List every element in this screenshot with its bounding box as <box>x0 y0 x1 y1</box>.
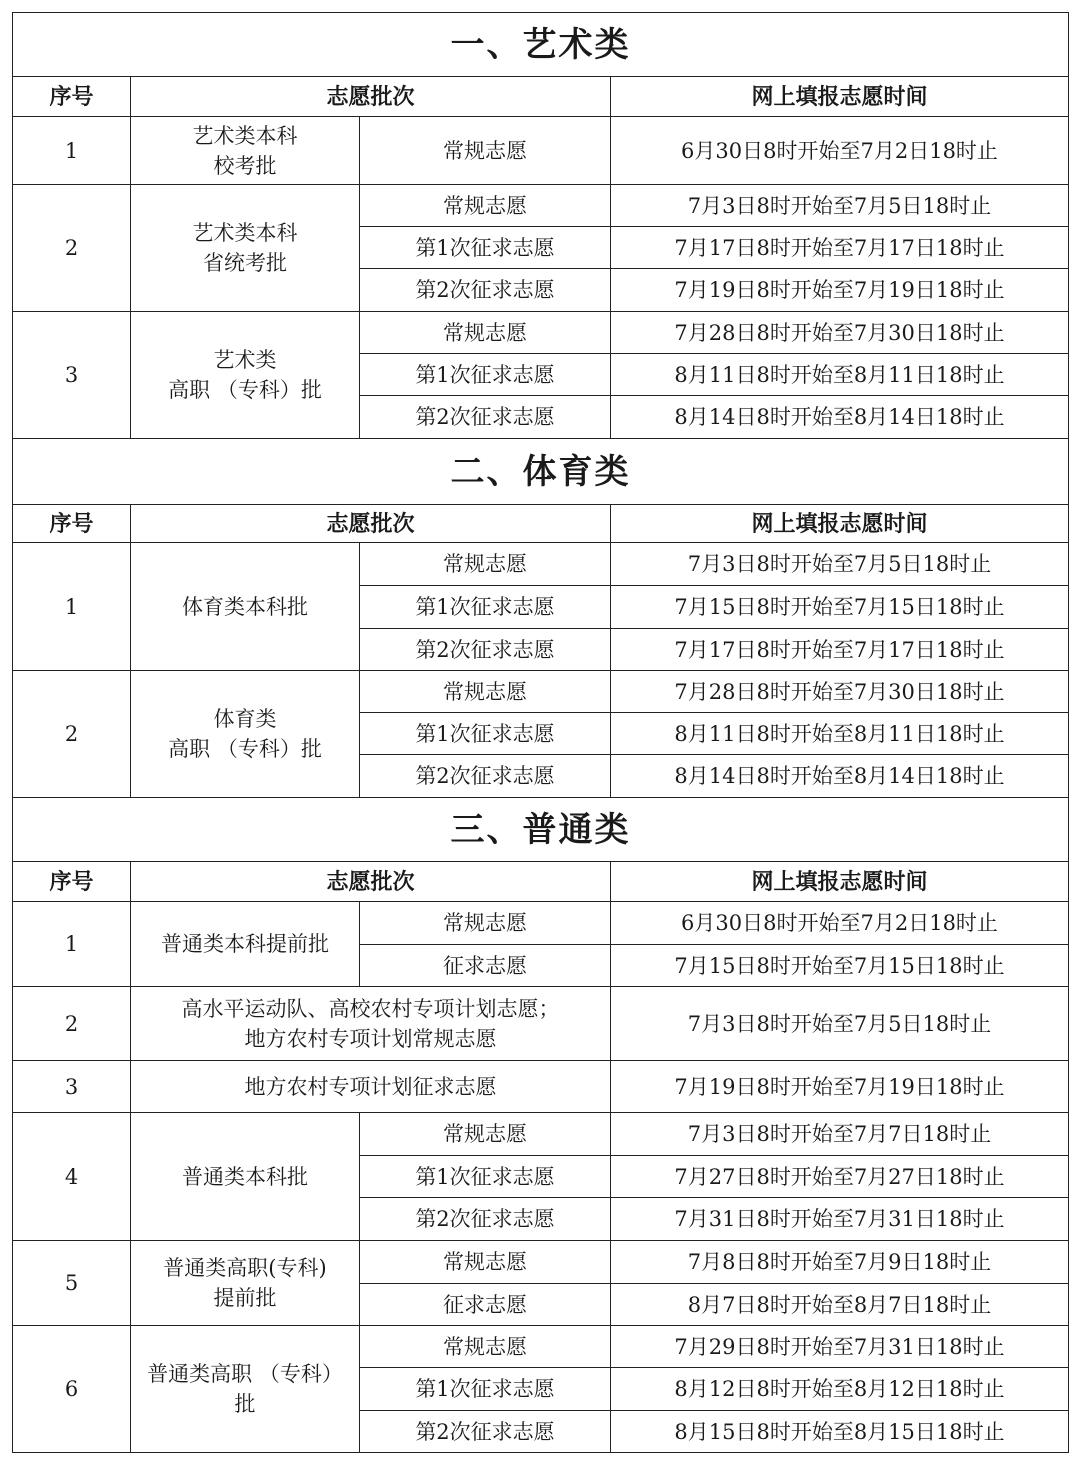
fill-time: 8月14日8时开始至8月14日18时止 <box>611 755 1069 798</box>
table-row <box>13 1241 1069 1284</box>
fill-time: 7月19日8时开始至7月19日18时止 <box>611 269 1069 312</box>
header-seq: 序号 <box>13 77 131 117</box>
row-number: 1 <box>13 543 131 671</box>
row-number: 1 <box>13 902 131 987</box>
batch-name-line: 高职 （专科）批 <box>168 737 322 761</box>
batch-name-line: 艺术类本科 <box>192 123 298 148</box>
batch-name <box>131 117 360 185</box>
fill-time: 8月11日8时开始至8月11日18时止 <box>611 354 1069 396</box>
header-time: 网上填报志愿时间 <box>611 862 1069 902</box>
fill-time: 7月15日8时开始至7月15日18时止 <box>611 945 1069 987</box>
fill-time: 6月30日8时开始至7月2日18时止 <box>611 902 1069 945</box>
row-number: 2 <box>13 987 131 1061</box>
row-number: 2 <box>13 671 131 798</box>
batch-name <box>131 671 360 798</box>
fill-time: 7月31日8时开始至7月31日18时止 <box>611 1198 1069 1241</box>
batch-name-line: 艺术类 <box>213 348 277 372</box>
row-number: 3 <box>13 312 131 439</box>
volunteer-type: 第2次征求志愿 <box>360 1198 611 1241</box>
row-number: 3 <box>13 1061 131 1113</box>
fill-time: 7月3日8时开始至7月5日18时止 <box>611 987 1069 1061</box>
volunteer-type: 第2次征求志愿 <box>360 629 611 671</box>
fill-time: 8月11日8时开始至8月11日18时止 <box>611 713 1069 755</box>
section-title: 三、普通类 <box>13 798 1069 862</box>
batch-name-line: 省统考批 <box>203 251 287 275</box>
volunteer-type: 第1次征求志愿 <box>360 1368 611 1411</box>
fill-time: 7月3日8时开始至7月5日18时止 <box>611 543 1069 586</box>
header-seq: 序号 <box>13 505 131 543</box>
table-row <box>13 1061 1069 1113</box>
batch-name <box>131 312 360 439</box>
volunteer-type: 第1次征求志愿 <box>360 227 611 269</box>
batch-name <box>131 185 360 312</box>
row-number: 5 <box>13 1241 131 1326</box>
table-row <box>13 1326 1069 1368</box>
row-number: 1 <box>13 117 131 185</box>
header-batch: 志愿批次 <box>131 862 611 902</box>
fill-time: 7月3日8时开始至7月7日18时止 <box>611 1113 1069 1156</box>
volunteer-type: 第1次征求志愿 <box>360 1156 611 1198</box>
fill-time: 8月7日8时开始至8月7日18时止 <box>611 1284 1069 1326</box>
section-title-row <box>13 13 1069 77</box>
batch-name <box>131 902 360 987</box>
fill-time: 7月28日8时开始至7月30日18时止 <box>611 671 1069 713</box>
batch-name-line: 体育类本科批 <box>182 594 308 619</box>
batch-name-line: 地方农村专项计划征求志愿 <box>244 1074 497 1099</box>
volunteer-type: 第2次征求志愿 <box>360 269 611 312</box>
fill-time: 8月12日8时开始至8月12日18时止 <box>611 1368 1069 1411</box>
volunteer-type: 第1次征求志愿 <box>360 713 611 755</box>
header-row <box>13 505 1069 543</box>
batch-name-line: 批 <box>234 1392 256 1416</box>
table-row <box>13 671 1069 713</box>
batch-name-line: 体育类 <box>213 707 277 731</box>
batch-name-line: 艺术类本科 <box>192 221 298 245</box>
table-row <box>13 543 1069 586</box>
table-row <box>13 185 1069 227</box>
fill-time: 6月30日8时开始至7月2日18时止 <box>611 117 1069 185</box>
batch-name-line: 高水平运动队、高校农村专项计划志愿； <box>181 996 560 1021</box>
batch-name <box>131 1326 360 1453</box>
fill-time: 7月27日8时开始至7月27日18时止 <box>611 1156 1069 1198</box>
volunteer-schedule-document <box>12 12 1068 1453</box>
fill-time: 8月15日8时开始至8月15日18时止 <box>611 1411 1069 1453</box>
batch-name-line: 普通类高职(专科) <box>163 1256 327 1280</box>
fill-time: 7月19日8时开始至7月19日18时止 <box>611 1061 1069 1113</box>
volunteer-type: 常规志愿 <box>360 1241 611 1284</box>
fill-time: 7月17日8时开始至7月17日18时止 <box>611 629 1069 671</box>
header-time: 网上填报志愿时间 <box>611 505 1069 543</box>
section-title-row <box>13 798 1069 862</box>
batch-name <box>131 1241 360 1326</box>
fill-time: 7月3日8时开始至7月5日18时止 <box>611 185 1069 227</box>
fill-time: 7月8日8时开始至7月9日18时止 <box>611 1241 1069 1284</box>
fill-time: 7月28日8时开始至7月30日18时止 <box>611 312 1069 354</box>
volunteer-type: 第2次征求志愿 <box>360 1411 611 1453</box>
fill-time: 7月17日8时开始至7月17日18时止 <box>611 227 1069 269</box>
volunteer-type: 常规志愿 <box>360 185 611 227</box>
table-row <box>13 312 1069 354</box>
section-title: 一、艺术类 <box>13 13 1069 77</box>
row-number: 2 <box>13 185 131 312</box>
batch-name-line: 高职 （专科）批 <box>168 378 322 402</box>
section-title: 二、体育类 <box>13 439 1069 505</box>
batch-name <box>131 987 611 1061</box>
batch-name-line: 提前批 <box>213 1286 277 1310</box>
row-number: 4 <box>13 1113 131 1241</box>
volunteer-type: 常规志愿 <box>360 1326 611 1368</box>
fill-time: 8月14日8时开始至8月14日18时止 <box>611 396 1069 439</box>
fill-time: 7月29日8时开始至7月31日18时止 <box>611 1326 1069 1368</box>
batch-name-line: 普通类本科提前批 <box>161 932 329 956</box>
batch-name <box>131 1113 360 1241</box>
section-title-row <box>13 439 1069 505</box>
volunteer-type: 征求志愿 <box>360 945 611 987</box>
table-row <box>13 1113 1069 1156</box>
row-number: 6 <box>13 1326 131 1453</box>
header-row <box>13 77 1069 117</box>
volunteer-type: 常规志愿 <box>360 543 611 586</box>
volunteer-type: 第1次征求志愿 <box>360 586 611 629</box>
schedule-table <box>12 12 1069 1453</box>
batch-name-line: 校考批 <box>213 153 277 178</box>
fill-time: 7月15日8时开始至7月15日18时止 <box>611 586 1069 629</box>
volunteer-type: 征求志愿 <box>360 1284 611 1326</box>
table-row <box>13 902 1069 945</box>
volunteer-type: 常规志愿 <box>360 671 611 713</box>
batch-name-line: 普通类本科批 <box>182 1164 308 1189</box>
volunteer-type: 第2次征求志愿 <box>360 396 611 439</box>
batch-name-line: 地方农村专项计划常规志愿 <box>244 1026 497 1051</box>
batch-name <box>131 543 360 671</box>
volunteer-type: 常规志愿 <box>360 1113 611 1156</box>
volunteer-type: 第1次征求志愿 <box>360 354 611 396</box>
header-time: 网上填报志愿时间 <box>611 77 1069 117</box>
header-batch: 志愿批次 <box>131 505 611 543</box>
table-row <box>13 117 1069 185</box>
table-row <box>13 987 1069 1061</box>
header-batch: 志愿批次 <box>131 77 611 117</box>
volunteer-type: 常规志愿 <box>360 312 611 354</box>
header-seq: 序号 <box>13 862 131 902</box>
batch-name-line: 普通类高职 （专科） <box>147 1362 343 1386</box>
header-row <box>13 862 1069 902</box>
batch-name <box>131 1061 611 1113</box>
volunteer-type: 常规志愿 <box>360 902 611 945</box>
volunteer-type: 第2次征求志愿 <box>360 755 611 798</box>
volunteer-type: 常规志愿 <box>360 117 611 185</box>
